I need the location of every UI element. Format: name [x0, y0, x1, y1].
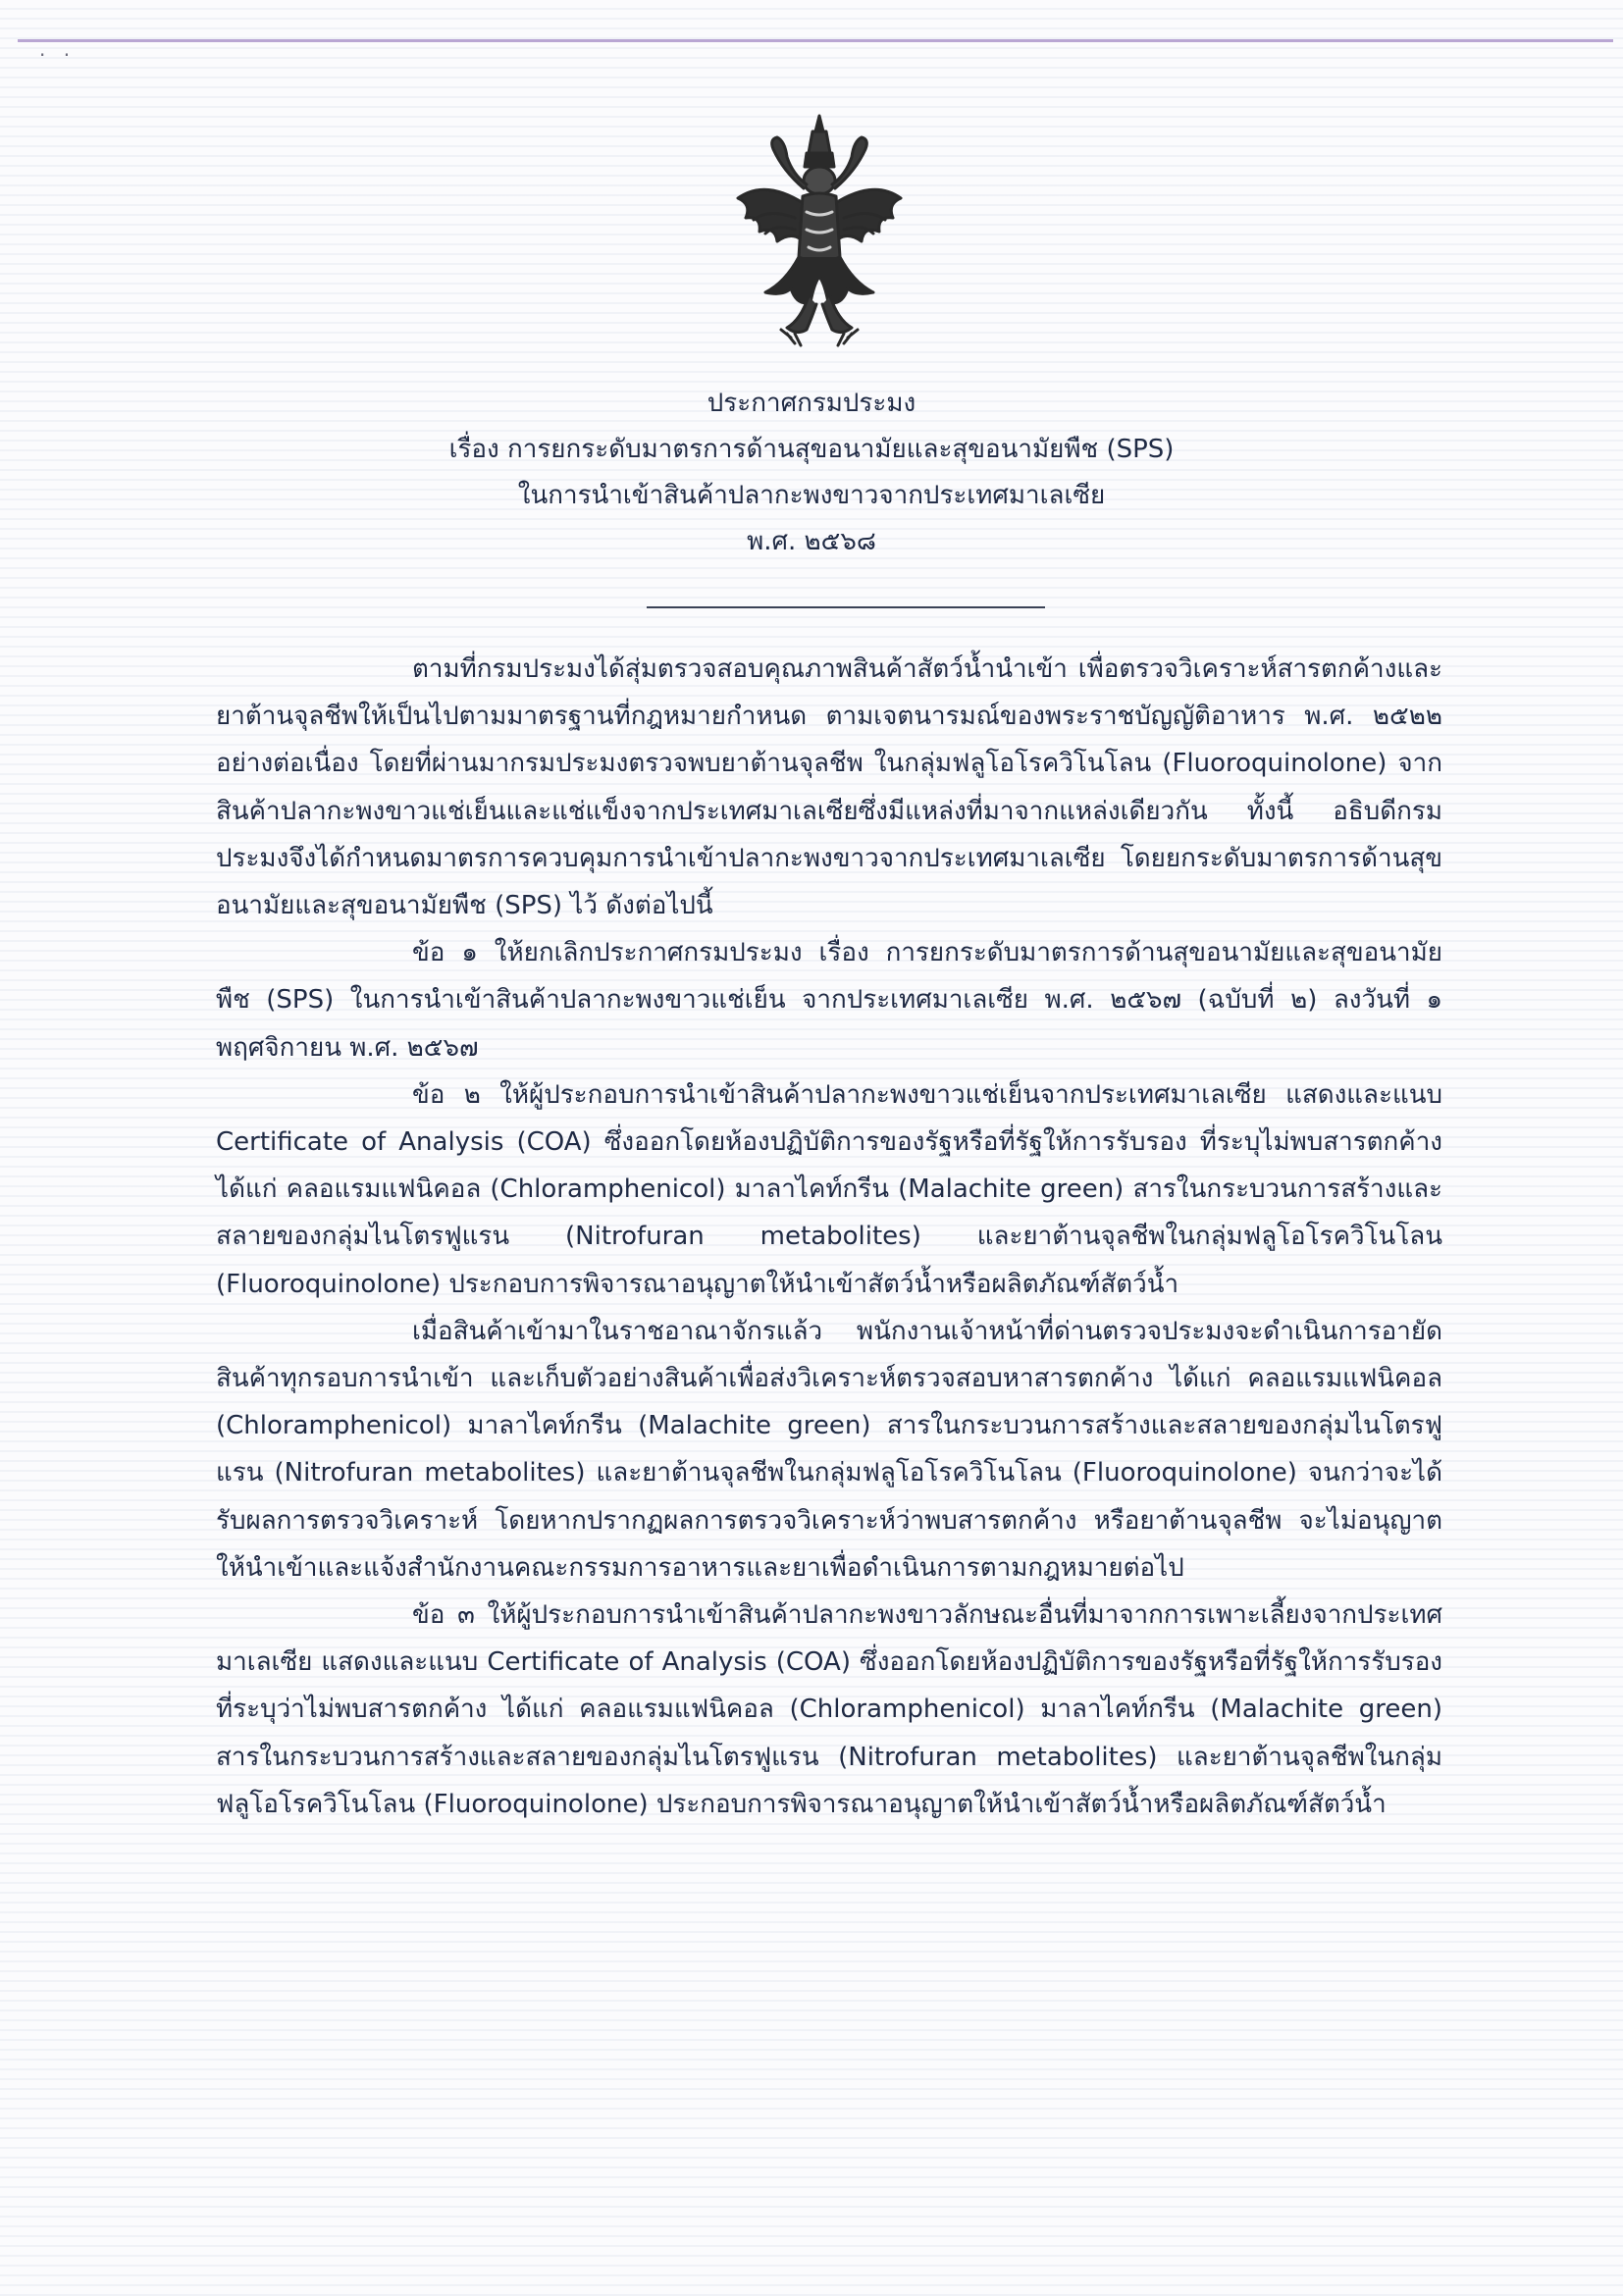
- paragraph-clause-3: ข้อ ๓ ให้ผู้ประกอบการนำเข้าสินค้าปลากะพงขาวลักษณะอื่นที่มาจากการเพาะเลี้ยงจากประเทศมาเลเซีย แสดงและแนบ Certificate of Analysis (COA) ซึ่งออกโดยห้องปฏิบัติการของรัฐหรือที่รัฐให้การรับรอง ที่ระบุว่าไม่พบสารตกค้าง ได้แก่ คลอแรมแฟนิคอล (Chloramphenicol) มาลาไคท์กรีน (Malachite green) สารในกระบวนการสร้างและสลายของกลุ่มไนโตรฟูแรน (Nitrofuran metabolites) และยาต้านจุลชีพในกลุ่มฟลูโอโรควิโนโลน (Fluoroquinolone) ประกอบการพิจารณาอนุญาตให้นำเข้าสัตว์น้ำหรือผลิตภัณฑ์สัตว์น้ำ: [216, 1600, 1442, 1819]
- paragraph-intro: ตามที่กรมประมงได้สุ่มตรวจสอบคุณภาพสินค้าสัตว์น้ำนำเข้า เพื่อตรวจวิเคราะห์สารตกค้างและยาต้านจุลชีพให้เป็นไปตามมาตรฐานที่กฎหมายกำหนด ตามเจตนารมณ์ของพระราชบัญญัติอาหาร พ.ศ. ๒๕๒๒ อย่างต่อเนื่อง โดยที่ผ่านมากรมประมงตรวจพบยาต้านจุลชีพ ในกลุ่มฟลูโอโรควิโนโลน (Fluoroquinolone) จากสินค้าปลากะพงขาวแช่เย็นและแช่แข็งจากประเทศมาเลเซียซึ่งมีแหล่งที่มาจากแหล่งเดียวกัน ทั้งนี้ อธิบดีกรมประมงจึงได้กำหนดมาตรการควบคุมการนำเข้าปลากะพงขาวจากประเทศมาเลเซีย โดยยกระดับมาตรการด้านสุขอนามัยและสุขอนามัยพืช (SPS) ไว้ ดังต่อไปนี้: [216, 654, 1442, 921]
- heading-divider: [647, 606, 1045, 608]
- announcement-subject: เรื่อง การยกระดับมาตรการด้านสุขอนามัยและสุขอนามัยพืช (SPS): [448, 435, 1175, 464]
- top-rule-line: [18, 39, 1613, 42]
- paragraph-clause-1: ข้อ ๑ ให้ยกเลิกประกาศกรมประมง เรื่อง การยกระดับมาตรการด้านสุขอนามัยและสุขอนามัยพืช (SPS) ในการนำเข้าสินค้าปลากะพงขาวแช่เย็น จากประเทศมาเลเซีย พ.ศ. ๒๕๖๗ (ฉบับที่ ๒) ลงวันที่ ๑ พฤศจิกายน พ.ศ. ๒๕๖๗: [216, 938, 1442, 1063]
- scan-marks: · ·: [39, 43, 77, 67]
- paragraph-clause-2-detail: เมื่อสินค้าเข้ามาในราชอาณาจักรแล้ว พนักงานเจ้าหน้าที่ด่านตรวจประมงจะดำเนินการอายัดสินค้าทุกรอบการนำเข้า และเก็บตัวอย่างสินค้าเพื่อส่งวิเคราะห์ตรวจสอบหาสารตกค้าง ได้แก่ คลอแรมแฟนิคอล (Chloramphenicol) มาลาไคท์กรีน (Malachite green) สารในกระบวนการสร้างและสลายของกลุ่มไนโตรฟูแรน (Nitrofuran metabolites) และยาต้านจุลชีพในกลุ่มฟลูโอโรควิโนโลน (Fluoroquinolone) จนกว่าจะได้รับผลการตรวจวิเคราะห์ โดยหากปรากฏผลการตรวจวิเคราะห์ว่าพบสารตกค้าง หรือยาต้านจุลชีพ จะไม่อนุญาตให้นำเข้าและแจ้งสำนักงานคณะกรรมการอาหารและยาเพื่อดำเนินการตามกฎหมายต่อไป: [216, 1316, 1442, 1583]
- announcement-body: [216, 646, 1442, 1828]
- announcement-subject-line2: ในการนำเข้าสินค้าปลากะพงขาวจากประเทศมาเลเซีย: [517, 481, 1106, 510]
- announcement-year: พ.ศ. ๒๕๖๘: [747, 527, 876, 556]
- announcement-title: ประกาศกรมประมง: [707, 389, 916, 418]
- paragraph-clause-2: ข้อ ๒ ให้ผู้ประกอบการนำเข้าสินค้าปลากะพงขาวแช่เย็นจากประเทศมาเลเซีย แสดงและแนบ Certificate of Analysis (COA) ซึ่งออกโดยห้องปฏิบัติการของรัฐหรือที่รัฐให้การรับรอง ที่ระบุไม่พบสารตกค้าง ได้แก่ คลอแรมแฟนิคอล (Chloramphenicol) มาลาไคท์กรีน (Malachite green) สารในกระบวนการสร้างและสลายของกลุ่มไนโตรฟูแรน (Nitrofuran metabolites) และยาต้านจุลชีพในกลุ่มฟลูโอโรควิโนโลน (Fluoroquinolone) ประกอบการพิจารณาอนุญาตให้นำเข้าสัตว์น้ำหรือผลิตภัณฑ์สัตว์น้ำ: [216, 1079, 1442, 1299]
- announcement-heading: [0, 381, 1623, 565]
- garuda-emblem-icon: [726, 110, 913, 355]
